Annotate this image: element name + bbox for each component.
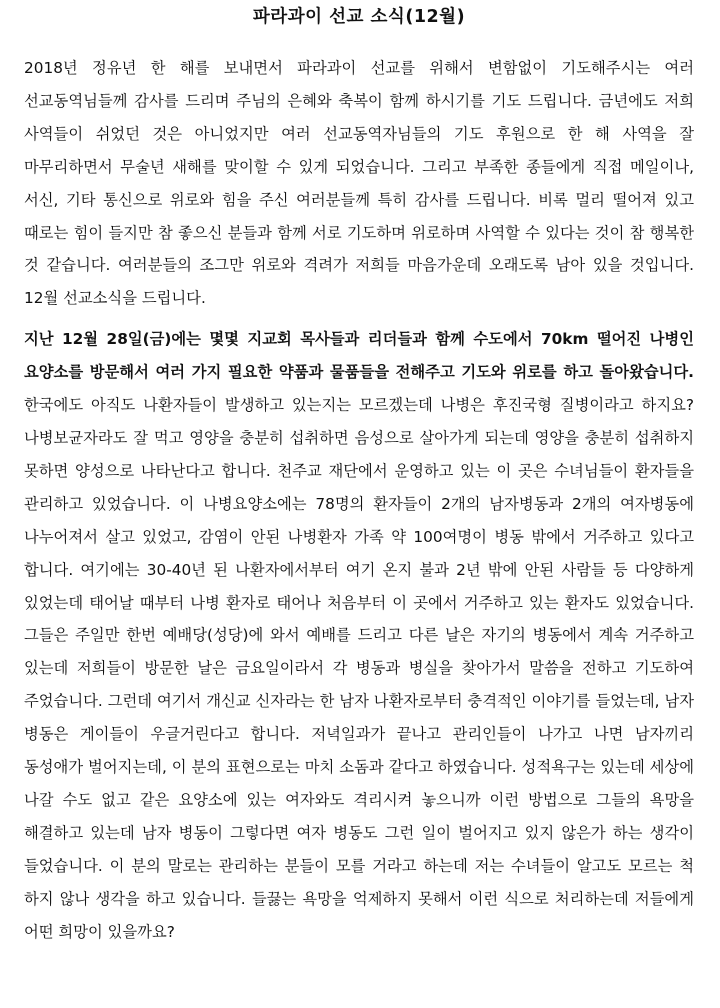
document-title: 파라과이 선교 소식(12월)	[252, 7, 466, 27]
paragraph-body: 한국에도 아직도 나환자들이 발생하고 있는지는 모르겠는데 나병은 후진국형 질병이라고 하지요? 나병보균자라도 잘 먹고 영양을 충분히 섭취하면 음성으로 살아가게 되는데 영양을 충분히 섭취하지 못하면 양성으로 나타난다고 합니다. 천주교 재단에서 운영하고 있는 이 곳은 수녀님들이 환자들을 관리하고 있었습니다. 이 나병요양소에는 78명의 환자들이 2개의 남자병동과 2개의 여자병동에 나누어져서 살고 있었고, 감염이 안된 나병환자 가족 약 100여명이 병동 밖에서 거주하고 있다고 합니다. 여기에는 30-40년 된 나환자에서부터 여기 온지 불과 2년 밖에 안된 사람들 등 다양하게 있었는데 태어날 때부터 나병 환자로 태어나 처음부터 이 곳에서 거주하고 있는 환자도 있었습니다. 그들은 주일만 한번 예배당(성당)에 와서 예배를 드리고 다른 날은 자기의 병동에서 계속 거주하고 있는데 저희들이 방문한 날은 금요일이라서 각 병동과 병실을 찾아가서 말씀을 전하고 기도하여 주었습니다. 그런데 여기서 개신교 신자라는 한 남자 나환자로부터 충격적인 이야기를 들었는데, 남자 병동은 게이들이 우글거린다고 합니다. 저녁일과가 끝나고 관리인들이 나가고 나면 남자끼리 동성애가 벌어지는데, 이 분의 표현으로는 마치 소돔과 같다고 하였습니다. 성적욕구는 있는데 세상에 나갈 수도 없고 같은 요양소에 있는 여자와도 격리시켜 놓으니까 이런 방법으로 그들의 욕망을 해결하고 있는데 남자 병동이 그렇다면 여자 병동도 그런 일이 벌어지고 있지 않은가 하는 생각이 들었습니다. 이 분의 말로는 관리하는 분들이 모를 거라고 하는데 저는 수녀들이 알고도 모르는 척 하지 않나 생각을 하고 있습니다. 들끓는 욕망을 억제하지 못해서 이런 식으로 처리하는데 저들에게 어떤 희망이 있을까요?	[24, 396, 694, 941]
paragraph-greeting: 2018년 정유년 한 해를 보내면서 파라과이 선교를 위해서 변함없이 기도해주시는 여러 선교동역님들께 감사를 드리며 주님의 은혜와 축복이 함께 하시기를 기도 드립니다. 금년에도 저희 사역들이 쉬었던 것은 아니었지만 여러 선교동역자님들의 기도 후원으로 한 해 사역을 잘 마무리하면서 무술년 새해를 맞이할 수 있게 되었습니다. 그리고 부족한 종들에게 직접 메일이나, 서신, 기타 통신으로 위로와 힘을 주신 여러분들께 특히 감사를 드립니다. 비록 멀리 떨어져 있고 때로는 힘이 들지만 참 좋으신 분들과 함께 서로 기도하며 위로하며 사역할 수 있다는 것이 참 행복한 것 같습니다. 여러분들의 조그만 위로와 격려가 저희들 마음가운데 오래도록 남아 있을 것입니다. 12월 선교소식을 드립니다.	[24, 59, 695, 308]
paragraph-lead-bold: 지난 12월 28일(금)에는 몇몇 지교회 목사들과 리더들과 함께 수도에서 70km 떨어진 나병인 요양소를 방문해서 여러 가지 필요한 약품과 물품들을 전해주고 기도와 위로를 하고 돌아왔습니다.	[24, 330, 694, 382]
paragraph-leprosarium-visit	[24, 323, 694, 948]
